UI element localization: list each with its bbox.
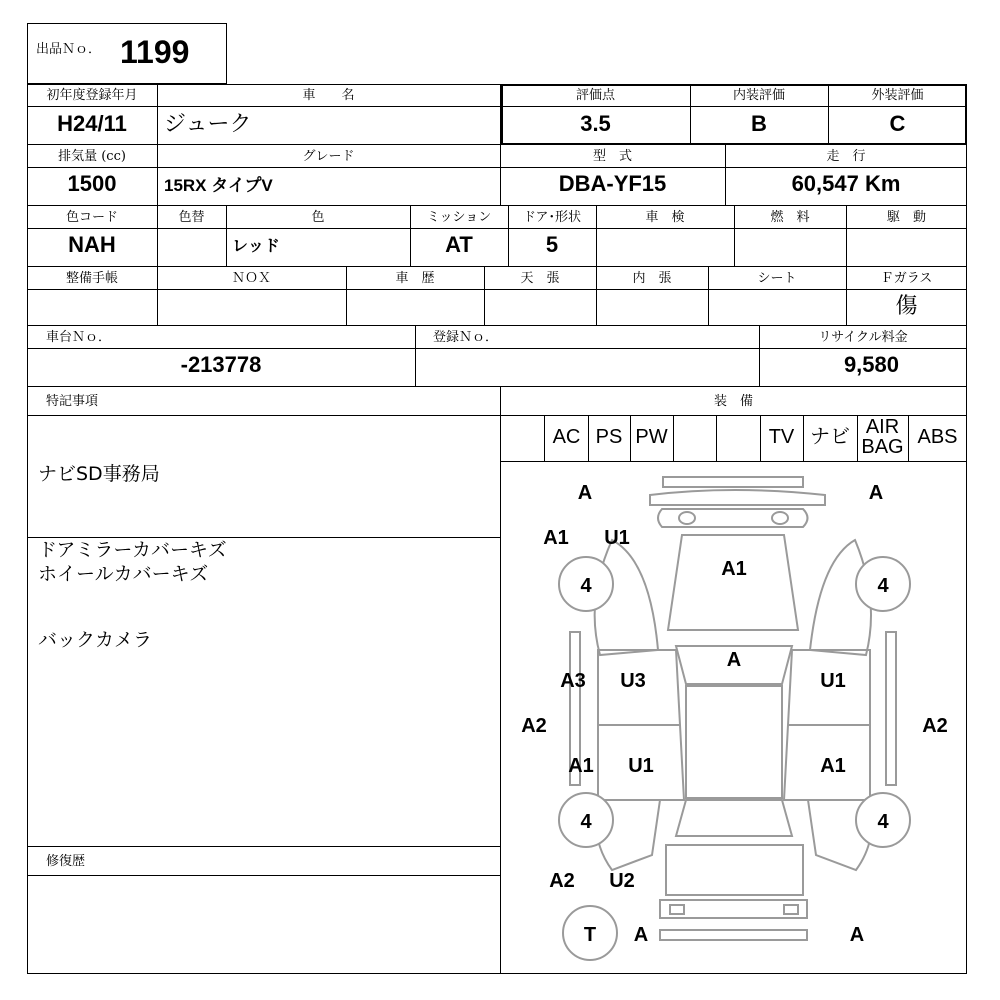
door-value: 5: [545, 232, 559, 257]
equipment-ps: PS: [595, 426, 623, 448]
history-label: 車 歴: [395, 271, 435, 286]
displacement-label: 排気量 (cc): [58, 149, 126, 164]
seat-label: シート: [757, 271, 797, 286]
front-bumper-shape: [663, 477, 803, 487]
color-change-label: 色替: [178, 210, 205, 225]
damage-mark: 4: [877, 811, 889, 833]
fuel-label: 燃 料: [770, 210, 810, 225]
interior-trim-label: 内 張: [632, 271, 672, 286]
drive-label: 駆 動: [886, 210, 926, 225]
recycle-value: 9,580: [843, 352, 899, 377]
interior-value: B: [751, 111, 767, 136]
first-reg-value: H24/11: [57, 111, 127, 136]
damage-mark: A2: [549, 870, 575, 892]
color-value: レッド: [232, 238, 280, 255]
exterior-value: C: [889, 111, 906, 136]
equipment-pw: PW: [635, 426, 668, 448]
equipment-tv: TV: [768, 426, 795, 448]
first-reg-label: 初年度登録年月: [46, 88, 138, 103]
trunk-shape: [666, 845, 803, 895]
fglass-value: 傷: [895, 293, 918, 318]
regno-label: 登録Ｎｏ．: [433, 330, 499, 345]
repair-history-label: 修復歴: [46, 854, 86, 869]
equipment-navi: ナビ: [810, 426, 850, 448]
damage-mark: U1: [628, 755, 654, 777]
mission-value: AT: [445, 232, 473, 257]
damage-mark: A: [726, 649, 742, 671]
notes-label: 特記事項: [46, 394, 99, 409]
damage-mark: 4: [580, 811, 592, 833]
model-value: DBA-YF15: [558, 171, 667, 196]
interior-label: 内装評価: [732, 88, 785, 103]
equipment-abs: ABS: [917, 426, 958, 448]
rear-window-shape: [676, 800, 792, 836]
damage-mark: 4: [580, 575, 592, 597]
car-name-value: ジューク: [164, 111, 252, 136]
sunroof-label: 天 張: [520, 271, 560, 286]
damage-mark: U1: [604, 527, 630, 549]
model-label: 型 式: [592, 149, 632, 164]
hood-shape: [668, 535, 798, 630]
nox-label: ＮＯＸ: [231, 271, 271, 286]
lot-number: 1199: [120, 34, 190, 70]
chassis-value: -213778: [180, 352, 262, 377]
equipment-airbag: AIR BAG: [861, 416, 904, 458]
damage-mark: A1: [820, 755, 846, 777]
lot-number-label: 出品Ｎｏ．: [36, 42, 102, 57]
roof-shape: [686, 686, 782, 798]
score-label: 評価点: [575, 88, 615, 103]
exterior-label: 外装評価: [871, 88, 924, 103]
damage-mark: A3: [560, 670, 586, 692]
damage-mark: U3: [620, 670, 646, 692]
equipment-ac: AC: [552, 426, 581, 448]
car-name-label: 車 名: [302, 88, 355, 103]
inspection-label: 車 検: [645, 210, 685, 225]
color-label: 色: [311, 210, 325, 225]
mileage-value: 60,547 Km: [791, 171, 901, 196]
damage-mark: A1: [543, 527, 569, 549]
score-value: 3.5: [580, 111, 611, 136]
chassis-label: 車台Ｎｏ．: [46, 330, 112, 345]
damage-mark: 4: [877, 575, 889, 597]
damage-mark: U1: [820, 670, 846, 692]
damage-mark: A: [577, 482, 593, 504]
damage-mark: A: [868, 482, 884, 504]
damage-mark: T: [583, 924, 597, 946]
recycle-label: リサイクル料金: [818, 330, 908, 345]
damage-mark: A1: [721, 558, 747, 580]
color-code-label: 色コード: [65, 210, 118, 225]
damage-mark: A2: [521, 715, 547, 737]
grade-label: グレード: [302, 149, 355, 164]
note-line-2: ドアミラーカバーキズ ホイールカバーキズ: [38, 539, 227, 585]
grade-value: 15RX タイプV: [164, 176, 273, 195]
mileage-label: 走 行: [826, 149, 866, 164]
equipment-label: 装 備: [713, 394, 753, 409]
color-code-value: NAH: [68, 232, 116, 257]
damage-mark: A2: [922, 715, 948, 737]
damage-mark: A1: [568, 755, 594, 777]
note-line-1: ナビSD事務局: [38, 463, 160, 485]
car-damage-diagram: [501, 462, 966, 973]
mission-label: ミッション: [426, 210, 492, 225]
fglass-label: Ｆガラス: [880, 271, 933, 286]
door-label: ドア･形状: [522, 210, 582, 225]
note-line-3: バックカメラ: [38, 629, 153, 651]
maintenance-label: 整備手帳: [65, 271, 118, 286]
damage-mark: A: [849, 924, 865, 946]
damage-mark: U2: [609, 870, 635, 892]
damage-mark: A: [633, 924, 649, 946]
displacement-value: 1500: [67, 171, 117, 196]
